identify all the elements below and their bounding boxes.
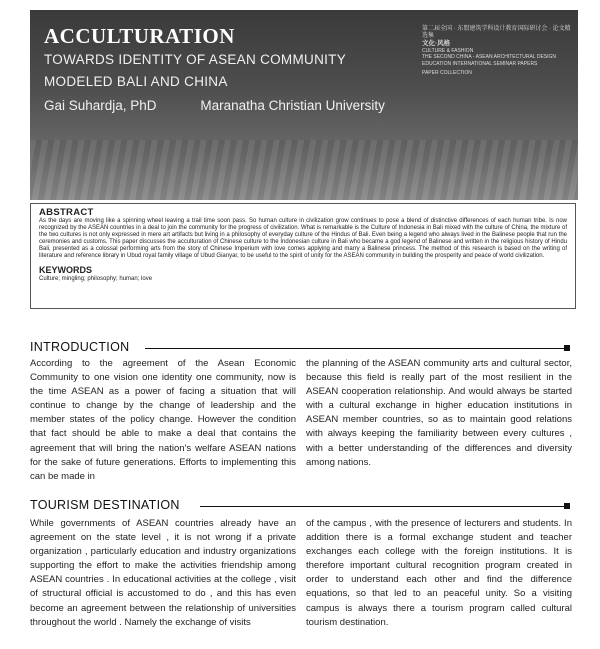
abstract-box — [30, 203, 576, 309]
section-rule — [145, 348, 564, 349]
introduction-column-right: the planning of the ASEAN community arts and cultural sector, because this field is really part of the most resilient in the ASEAN cooperation relationship. And would always be started with a cultural exchange in higher education institutions in ASEAN member countries, so as to maintain good relations with always keeping the familiarity between every cultures , with a better understanding of the differences and diversity among nations. — [306, 358, 572, 468]
author-line — [44, 98, 425, 113]
author-name: Gai Suhardja, PhD — [44, 98, 157, 113]
conference-collection: PAPER COLLECTION — [422, 70, 472, 76]
tourism-heading: TOURISM DESTINATION — [30, 498, 180, 512]
conference-info — [422, 26, 572, 77]
introduction-section-header — [30, 340, 570, 356]
conference-section-cn: 文化·风格 — [422, 40, 451, 47]
section-rule-end — [564, 503, 570, 509]
section-rule-end — [564, 345, 570, 351]
introduction-column-left: According to the agreement of the Asean Economic Community to one vision one identity one community, now is the time ASEAN as a power of facing a situation that will continue to change by the change of leadership and the member states of the policy change. However the condition that fact should be able to make a deal that contains the agreement that will bring the nation's welfare ASEAN nations for the sake of future generations. Efforts to implementing this can be made in — [30, 358, 296, 482]
paper-subtitle-line1: TOWARDS IDENTITY OF ASEAN COMMUNITY — [44, 52, 347, 67]
conference-section-en: CULTURE & FASHION — [422, 47, 474, 54]
conference-title-en: THE SECOND CHINA - ASEAN ARCHITECTURAL DESIGN EDUCATION INTERNATIONAL SEMINAR PAPERS — [422, 54, 557, 67]
keywords-text: Culture; mingling; philosophy; human; love — [39, 275, 153, 282]
paper-subtitle-line2: MODELED BALI AND CHINA — [44, 74, 228, 89]
tourism-column-right: of the campus , with the presence of lecturers and students. In addition there is a formal exchange student and teacher exchanges each college with the foreign institutions. It is therefore important cultural recognition program created in order to understand each other and find the difference equations, so that led to an peaceful unity. So a visiting campus is always there a tourism program called cultural tourism destination. — [306, 518, 572, 628]
tourism-section-header — [30, 498, 570, 514]
conference-title-cn: 第二届全国 · 东盟建筑学科设计教育国际研讨会 · 论文精选集 — [422, 26, 571, 39]
introduction-heading: INTRODUCTION — [30, 340, 130, 354]
header-banner — [30, 10, 578, 200]
tourism-column-left: While governments of ASEAN countries already have an agreement on the state level , it is not wrong if a private organization , particularly education and industry organizations supporting the effort to make the activities friendship among ASEAN countries . In educational activities at the college , visit of structural official is accustomed to do , and this has even become an agreement between the relationship of universities throughout the world . Namely the exchange of visits — [30, 518, 296, 628]
author-affiliation: Maranatha Christian University — [200, 98, 385, 113]
paper-title: ACCULTURATION — [44, 24, 235, 48]
abstract-heading: ABSTRACT — [39, 207, 94, 218]
section-rule — [200, 506, 564, 507]
abstract-text: As the days are moving like a spinning wheel leaving a trail time soon pass. So human culture in civilization grow continues to pose a blend of distinctive differences of each human tribe. Is now recognized by the ASEAN countries in a deal to join the community for the progress of civilization. What is remarkable is the Culture of Indonesia in Bali mixed with the culture of China, the mixture of the two cultures is not only expressed in mere art artifacts but living in a philosophy of everyday culture of the Hindus of Bali. Even being a legend who always lived in the Balinese people that run the ceremonies and customs. This paper discusses the acculturation of Chinese culture to the Indonesian culture in Bali who became a god legend of Balinese and written in the religious history of Hindu Bali, presented as a colossal performing arts from the story of Chinese Imperium with love comes applying and marry a Balinese princess. The method of this research is based on the writing of literature and reference library in Ubud royal family village of Ubud Gianyar, to be useful to the spirit of unity for the ASEAN community in building the prosperity and peace of world civilization. — [39, 218, 567, 260]
keywords-heading: KEYWORDS — [39, 264, 93, 275]
